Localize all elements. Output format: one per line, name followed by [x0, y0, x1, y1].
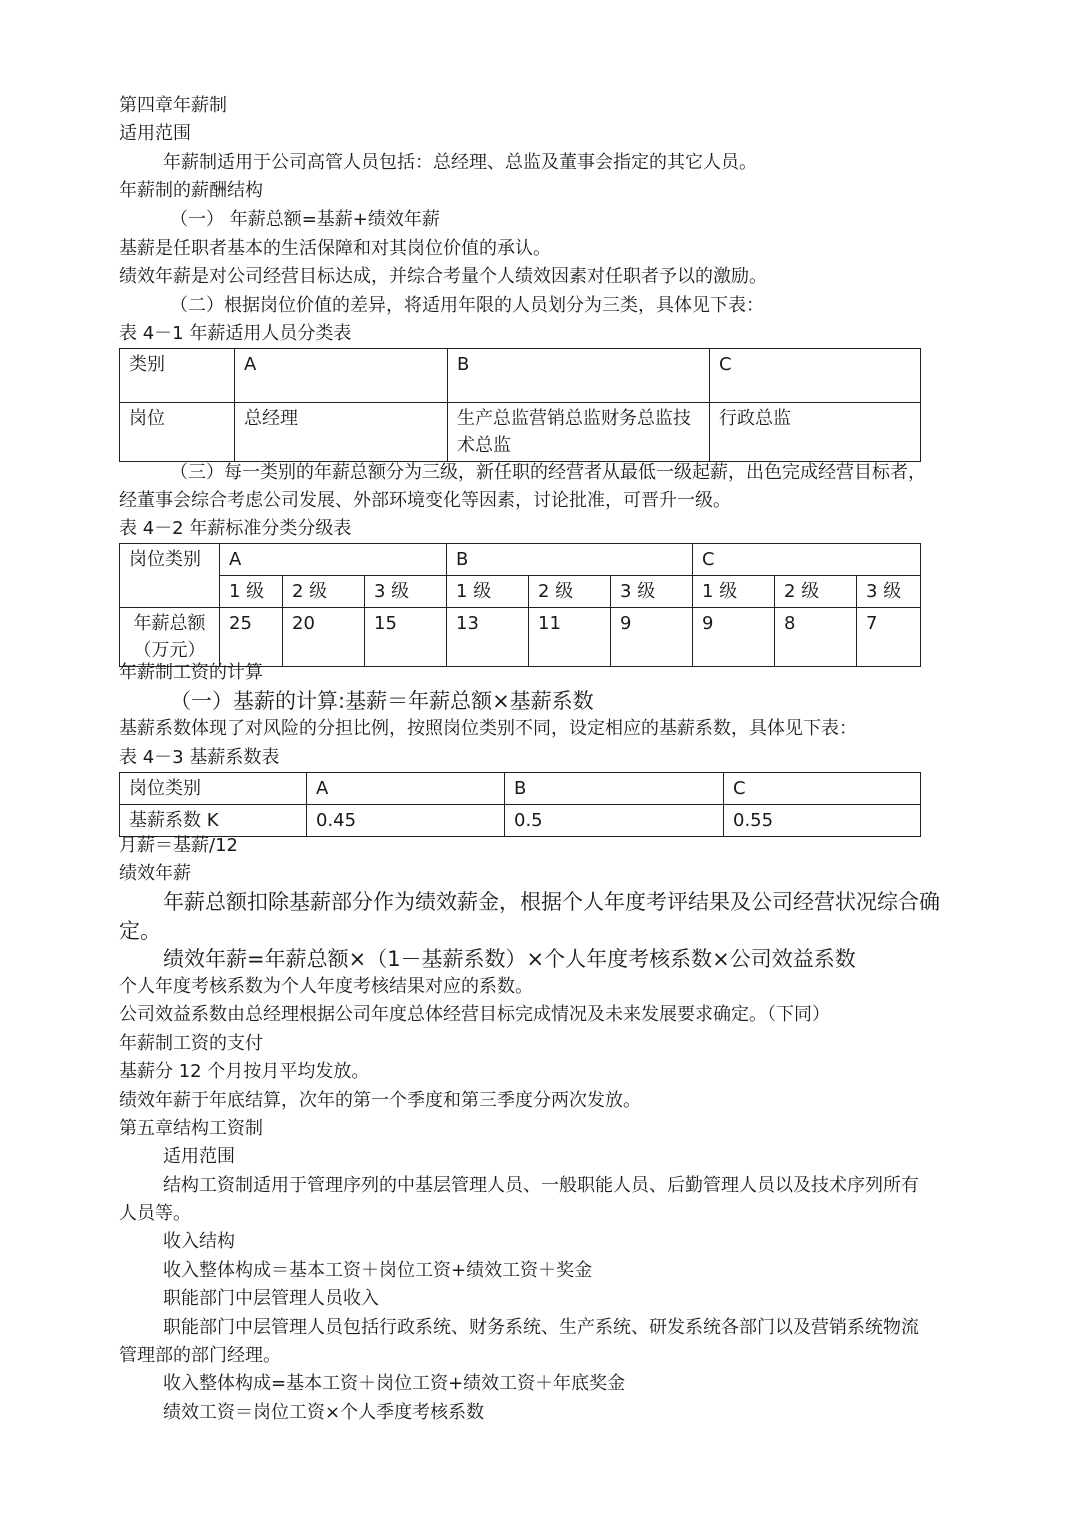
paragraph: （二）根据岗位价值的差异，将适用年限的人员划分为三类，具体见下表： [170, 295, 764, 316]
paragraph: 管理部的部门经理。 [119, 1345, 281, 1366]
table-cell: B [448, 349, 710, 403]
paragraph: 基薪系数体现了对风险的分担比例，按照岗位类别不同，设定相应的基薪系数，具体见下表： [119, 718, 857, 739]
paragraph: （三）每一类别的年薪总额分为三级，新任职的经营者从最低一级起薪，出色完成经营目标者， [170, 462, 926, 483]
paragraph: 基薪是任职者基本的生活保障和对其岗位价值的承认。 [119, 238, 551, 259]
table-cell: 行政总监 [710, 403, 921, 462]
paragraph: 公司效益系数由总经理根据公司年度总体经营目标完成情况及未来发展要求确定。（下同） [119, 1004, 830, 1025]
table-cell: 11 [529, 608, 611, 667]
paragraph: 职能部门中层管理人员包括行政系统、财务系统、生产系统、研发系统各部门以及营销系统物流 [163, 1317, 919, 1338]
table-cell: 岗位 [120, 403, 235, 462]
table-cell: 3 级 [365, 576, 447, 608]
table-cell: 9 [611, 608, 693, 667]
section-heading: 收入结构 [163, 1231, 235, 1252]
paragraph: 绩效年薪于年底结算，次年的第一个季度和第三季度分两次发放。 [119, 1090, 641, 1111]
section-heading: 适用范围 [163, 1146, 235, 1167]
paragraph: （一）基薪的计算:基薪＝年薪总额×基薪系数 [170, 689, 594, 713]
table-cell: 3 级 [611, 576, 693, 608]
paragraph: 结构工资制适用于管理序列的中基层管理人员、一般职能人员、后勤管理人员以及技术序列所有 [163, 1175, 919, 1196]
table-4-2 [119, 543, 921, 667]
table-cell: C [710, 349, 921, 403]
table-cell: A [220, 544, 447, 576]
table-cell: 2 级 [529, 576, 611, 608]
table-cell: A [235, 349, 448, 403]
table-cell: 基薪系数 K [120, 805, 307, 837]
paragraph: 绩效年薪是对公司经营目标达成，并综合考量个人绩效因素对任职者予以的激励。 [119, 266, 767, 287]
table-cell: 1 级 [447, 576, 529, 608]
table-cell: C [693, 544, 921, 576]
table-cell: 15 [365, 608, 447, 667]
paragraph: 经董事会综合考虑公司发展、外部环境变化等因素，讨论批准，可晋升一级。 [119, 490, 731, 511]
paragraph: 人员等。 [119, 1203, 191, 1224]
chapter-5-title: 第五章结构工资制 [119, 1118, 263, 1139]
table-cell: 25 [220, 608, 283, 667]
table-cell: 类别 [120, 349, 235, 403]
table-cell: 0.55 [724, 805, 921, 837]
table-cell: 8 [775, 608, 857, 667]
paragraph: 绩效工资＝岗位工资×个人季度考核系数 [163, 1402, 485, 1423]
table-cell: 岗位类别 [120, 773, 307, 805]
table-cell: 0.5 [505, 805, 724, 837]
paragraph: 月薪＝基薪/12 [119, 835, 238, 856]
paragraph: 个人年度考核系数为个人年度考核结果对应的系数。 [119, 976, 533, 997]
table-cell: 1 级 [220, 576, 283, 608]
table-4-1 [119, 348, 921, 462]
paragraph: 年薪总额扣除基薪部分作为绩效薪金，根据个人年度考评结果及公司经营状况综合确 [163, 890, 940, 914]
section-heading: 年薪制工资的计算 [119, 662, 263, 683]
table-cell: 2 级 [283, 576, 365, 608]
table-cell: A [307, 773, 505, 805]
table-cell: B [447, 544, 693, 576]
table-cell: 年薪总额（万元） [120, 608, 220, 667]
section-heading: 职能部门中层管理人员收入 [163, 1288, 379, 1309]
paragraph: （一） 年薪总额=基薪+绩效年薪 [170, 209, 440, 230]
table-cell: 0.45 [307, 805, 505, 837]
table-cell: 总经理 [235, 403, 448, 462]
table-caption: 表 4－2 年薪标准分类分级表 [119, 518, 352, 539]
table-cell: 13 [447, 608, 529, 667]
section-heading: 年薪制工资的支付 [119, 1033, 263, 1054]
paragraph: 收入整体构成＝基本工资＋岗位工资+绩效工资＋奖金 [163, 1260, 593, 1281]
section-heading: 绩效年薪 [119, 863, 191, 884]
table-cell: 20 [283, 608, 365, 667]
table-cell: B [505, 773, 724, 805]
chapter-4-title: 第四章年薪制 [119, 95, 227, 116]
table-cell: 7 [857, 608, 921, 667]
paragraph: 收入整体构成=基本工资＋岗位工资+绩效工资＋年底奖金 [163, 1373, 626, 1394]
table-cell: 3 级 [857, 576, 921, 608]
table-4-3 [119, 772, 921, 837]
paragraph: 定。 [119, 919, 161, 943]
paragraph: 年薪制适用于公司高管人员包括：总经理、总监及董事会指定的其它人员。 [163, 152, 757, 173]
table-cell: 岗位类别 [120, 544, 220, 608]
paragraph: 基薪分 12 个月按月平均发放。 [119, 1061, 370, 1082]
paragraph: 绩效年薪=年薪总额×（1－基薪系数）×个人年度考核系数×公司效益系数 [163, 947, 856, 971]
section-heading: 年薪制的薪酬结构 [119, 180, 263, 201]
table-caption: 表 4－1 年薪适用人员分类表 [119, 323, 352, 344]
table-cell: 2 级 [775, 576, 857, 608]
section-heading: 适用范围 [119, 123, 191, 144]
table-cell: C [724, 773, 921, 805]
table-cell: 1 级 [693, 576, 775, 608]
table-cell: 生产总监营销总监财务总监技术总监 [448, 403, 710, 462]
table-caption: 表 4－3 基薪系数表 [119, 747, 280, 768]
table-cell: 9 [693, 608, 775, 667]
